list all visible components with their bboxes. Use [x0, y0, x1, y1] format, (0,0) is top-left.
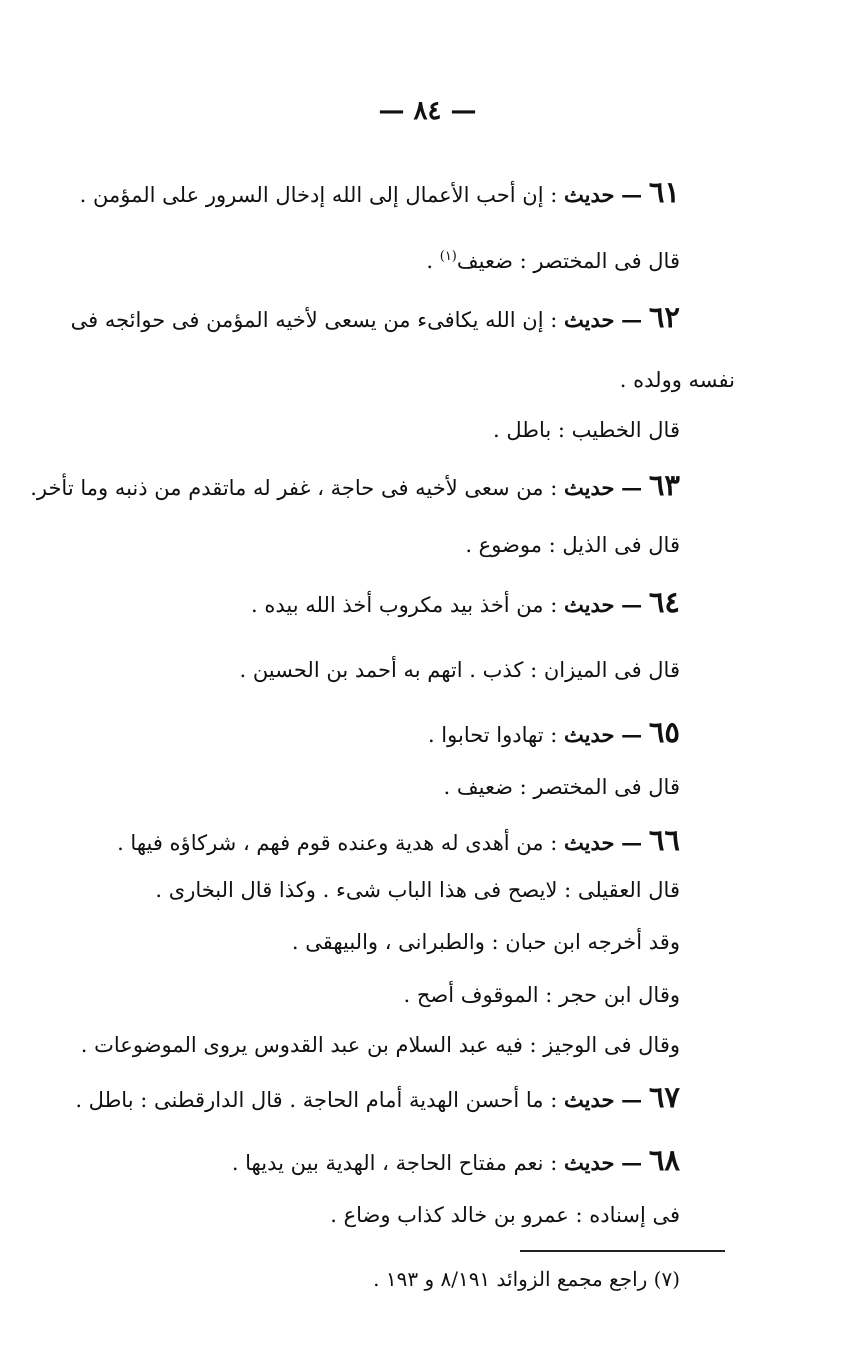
dash: — — [621, 722, 643, 747]
hadith-67 — [70, 1082, 680, 1115]
dash: — — [621, 307, 643, 332]
hadith-68 — [70, 1145, 680, 1178]
page-number: — ٨٤ — — [378, 96, 477, 126]
hadith-text: : ما أحسن الهدية أمام الحاجة . قال الدارقطنى : باطل . — [75, 1088, 558, 1112]
commentary-line — [70, 875, 680, 905]
hadith-label: حديث — [563, 182, 615, 207]
commentary-line — [70, 1030, 680, 1060]
hadith-label: حديث — [563, 592, 615, 617]
hadith-number: ٦٣ — [648, 468, 680, 502]
grading-line — [70, 242, 680, 276]
hadith-number: ٦٨ — [648, 1143, 680, 1177]
hadith-label: حديث — [563, 475, 615, 500]
hadith-number: ٦٤ — [648, 585, 680, 619]
hadith-text: : إن أحب الأعمال إلى الله إدخال السرور على المؤمن . — [79, 183, 558, 207]
dash: — — [621, 1087, 643, 1112]
hadith-text: : من أخذ بيد مكروب أخذ الله بيده . — [251, 593, 558, 617]
grading-line — [70, 655, 680, 685]
footnote-divider — [520, 1250, 725, 1252]
hadith-number: ٦٧ — [648, 1080, 680, 1114]
commentary-line — [70, 927, 680, 957]
hadith-text: : إن الله يكافىء من يسعى لأخيه المؤمن فى حوائجه فى — [70, 308, 558, 332]
grading-text: قال فى الذيل : موضوع . — [465, 533, 680, 557]
hadith-62 — [70, 302, 680, 335]
grading-line — [70, 772, 680, 802]
commentary-text: فى إسناده : عمرو بن خالد كذاب وضاع . — [330, 1203, 680, 1227]
hadith-number: ٦١ — [648, 175, 680, 209]
continuation-text: نفسه وولده . — [619, 368, 735, 392]
hadith-label: حديث — [563, 830, 615, 855]
hadith-text: : نعم مفتاح الحاجة ، الهدية بين يديها . — [231, 1151, 558, 1175]
grading-line — [70, 415, 680, 445]
commentary-line — [70, 1200, 680, 1230]
footnote: (٧) راجع مجمع الزوائد ٨/١٩١ و ١٩٣ . — [373, 1267, 680, 1291]
dash: — — [621, 182, 643, 207]
hadith-64 — [70, 587, 680, 620]
commentary-text: وقد أخرجه ابن حبان : والطبرانى ، والبيهقى . — [291, 930, 680, 954]
hadith-65 — [70, 717, 680, 750]
dash: — — [621, 475, 643, 500]
hadith-label: حديث — [563, 1087, 615, 1112]
grading-line — [70, 530, 680, 560]
dash: — — [621, 830, 643, 855]
dash: — — [621, 1150, 643, 1175]
hadith-label: حديث — [563, 307, 615, 332]
grading-text: قال فى المختصر : ضعيف . — [443, 775, 680, 799]
dash: — — [621, 592, 643, 617]
hadith-number: ٦٢ — [648, 300, 680, 334]
hadith-text: : من سعى لأخيه فى حاجة ، غفر له ماتقدم من ذنبه وما تأخر. — [30, 476, 558, 500]
hadith-text: : من أهدى له هدية وعنده قوم فهم ، شركاؤه فيها . — [117, 831, 558, 855]
commentary-text: وقال ابن حجر : الموقوف أصح . — [403, 983, 680, 1007]
hadith-text: : تهادوا تحابوا . — [427, 723, 558, 747]
grading-text: قال فى المختصر : ضعيف — [456, 249, 680, 273]
hadith-label: حديث — [563, 722, 615, 747]
hadith-66 — [70, 825, 680, 858]
hadith-number: ٦٥ — [648, 715, 680, 749]
commentary-text: وقال فى الوجيز : فيه عبد السلام بن عبد القدوس يروى الموضوعات . — [80, 1033, 680, 1057]
hadith-63 — [30, 468, 680, 503]
grading-text: قال فى الميزان : كذب . اتهم به أحمد بن الحسين . — [239, 658, 680, 682]
hadith-label: حديث — [563, 1150, 615, 1175]
commentary-text: قال العقيلى : لايصح فى هذا الباب شىء . وكذا قال البخارى . — [155, 878, 680, 902]
grading-end: . — [426, 249, 440, 273]
grading-text: قال الخطيب : باطل . — [493, 418, 680, 442]
commentary-line — [70, 980, 680, 1010]
continuation-line — [70, 365, 735, 395]
hadith-number: ٦٦ — [648, 823, 680, 857]
hadith-61 — [70, 177, 680, 210]
footnote-marker: (١) — [439, 249, 457, 264]
